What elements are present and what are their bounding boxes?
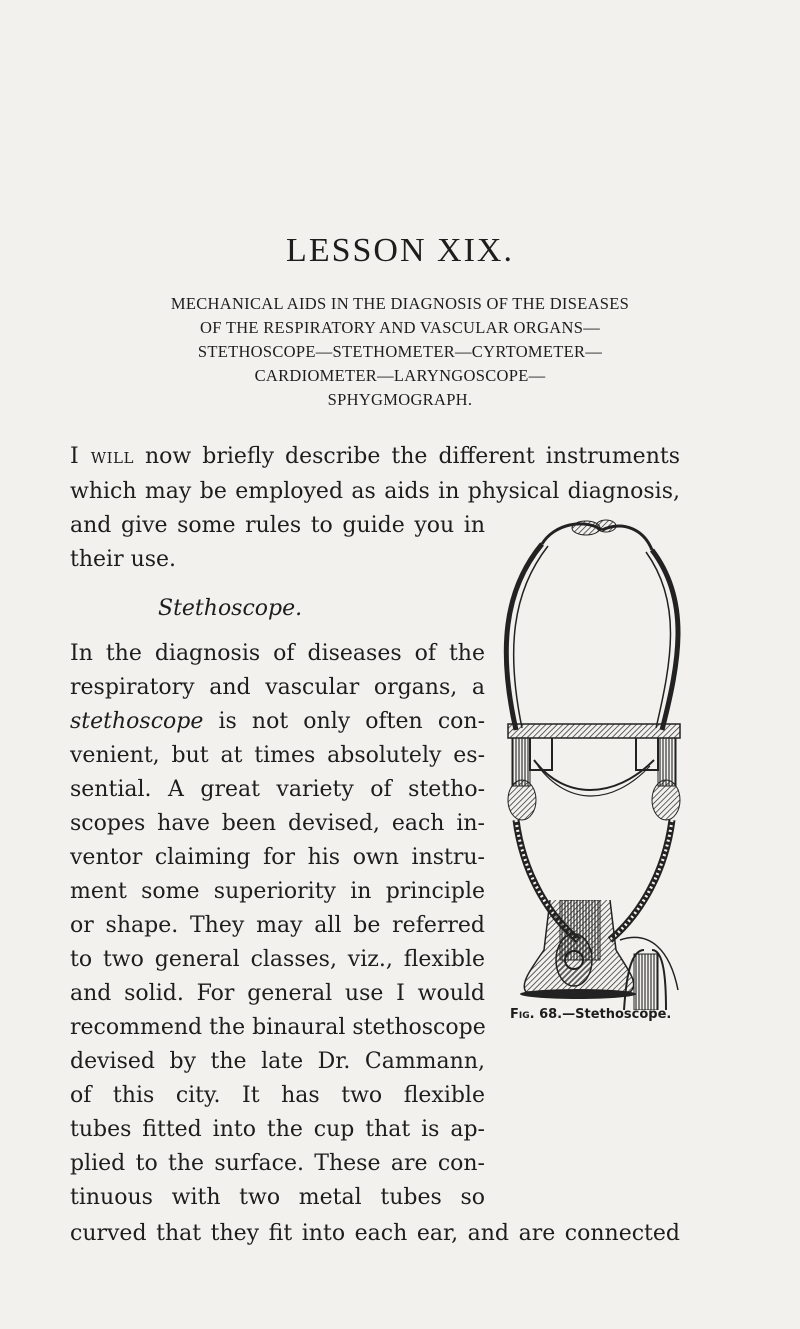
figure-caption xyxy=(510,1007,671,1022)
emphasis: stethoscope xyxy=(70,709,204,734)
intro-line: which may be employed as aids in physical diagnosis, xyxy=(70,479,680,504)
body-line: of this city. It has two flexible xyxy=(70,1083,485,1108)
body-line: respiratory and vascular organs, a xyxy=(70,675,485,700)
subtitle-line: CARDIOMETER—LARYNGOSCOPE— xyxy=(254,366,546,385)
chest-piece-icon xyxy=(510,900,680,1000)
intro-line: and give some rules to guide you in xyxy=(70,513,485,538)
body-line: recommend the binaural stethoscope xyxy=(70,1015,486,1040)
intro-line xyxy=(70,443,680,471)
caption-prefix: Fig. xyxy=(510,1007,535,1022)
body-line: ment some superiority in principle xyxy=(70,879,485,904)
body-line: ventor claiming for his own instru- xyxy=(70,845,485,870)
body-line: to two general classes, viz., flexible xyxy=(70,947,485,972)
body-line: curved that they fit into each ear, and are connected xyxy=(70,1221,680,1246)
subtitle-line: OF THE RESPIRATORY AND VASCULAR ORGANS— xyxy=(200,318,600,337)
lead-word: I will xyxy=(70,444,134,469)
body-line: tubes fitted into the cup that is ap- xyxy=(70,1117,485,1142)
body-line: or shape. They may all be referred xyxy=(70,913,485,938)
caption-text: 68.—Stethoscope. xyxy=(534,1007,672,1022)
body-line: plied to the surface. These are con- xyxy=(70,1151,485,1176)
intro-text: now briefly describe the different instruments xyxy=(133,444,680,469)
body-line: scopes have been devised, each in- xyxy=(70,811,485,836)
body-text: is not only often con- xyxy=(203,709,485,734)
intro-line: their use. xyxy=(70,547,177,572)
lesson-subtitle xyxy=(112,292,688,412)
subtitle-line: STETHOSCOPE—STETHOMETER—CYRTOMETER— xyxy=(197,342,603,361)
body-line: tinuous with two metal tubes so xyxy=(70,1185,485,1210)
body-line: and solid. For general use I would xyxy=(70,981,485,1006)
body-line: In the diagnosis of diseases of the xyxy=(70,641,485,666)
section-heading: Stethoscope. xyxy=(158,596,303,621)
body-line xyxy=(70,708,485,736)
subtitle-line: MECHANICAL AIDS IN THE DIAGNOSIS OF THE DISEASES xyxy=(170,294,630,313)
body-line: venient, but at times absolutely es- xyxy=(70,743,485,768)
body-line: sential. A great variety of stetho- xyxy=(70,777,485,802)
subtitle-line: SPHYGMOGRAPH. xyxy=(327,390,473,409)
lesson-title: LESSON XIX. xyxy=(286,232,514,269)
body-line: devised by the late Dr. Cammann, xyxy=(70,1049,485,1074)
